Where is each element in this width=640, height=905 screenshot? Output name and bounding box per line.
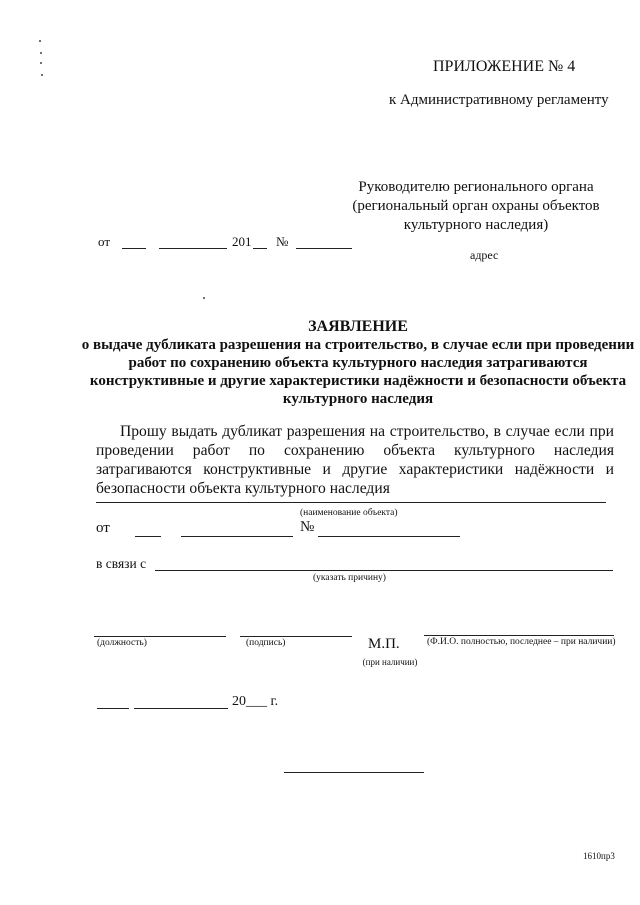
stamp-label: М.П. (368, 636, 400, 652)
position-line (94, 636, 226, 637)
scan-mark (40, 52, 42, 54)
request-text: Прошу выдать дубликат разрешения на строительство, в случае если при проведении работ по сохранению объекта культурного наследия затрагиваются конструктивные и другие характеристики надёжности и безопасности объекта культурного наследия (96, 423, 614, 497)
request-paragraph (96, 422, 614, 498)
number-blank (296, 248, 352, 249)
date-from-label: от (98, 234, 111, 249)
object-day-blank (135, 536, 161, 537)
stamp-note: (при наличии) (362, 657, 418, 667)
year-blank (253, 248, 267, 249)
bottom-date-year: 20___ г. (232, 694, 279, 709)
addressee: Руководителю регионального органа (региональный орган охраны объектов культурного наследия) (352, 179, 600, 233)
address-label: адрес (470, 248, 499, 262)
scan-mark (203, 297, 205, 299)
in-connection-label: в связи с (96, 556, 147, 571)
reason-caption: (указать причину) (313, 573, 386, 583)
reason-line (155, 570, 613, 571)
regulation-reference: к Административному регламенту (389, 92, 609, 108)
day-blank (122, 248, 146, 249)
object-month-blank (181, 536, 293, 537)
scan-mark (41, 74, 43, 76)
document-title: ЗАЯВЛЕНИЕ (308, 318, 408, 335)
document-title-block (80, 318, 636, 408)
date-number-label: № (276, 234, 289, 249)
date-year-label: 201 (232, 234, 252, 249)
object-from-label: от (96, 520, 110, 536)
fio-caption: (Ф.И.О. полностью, последнее – при наличии) (427, 637, 616, 647)
object-name-line (96, 502, 606, 503)
final-line (284, 772, 424, 773)
bottom-day-blank (97, 708, 129, 709)
signature-line (240, 636, 352, 637)
signature-caption: (подпись) (246, 638, 286, 648)
scan-mark (39, 40, 41, 42)
footer-code: 1610пр3 (583, 851, 615, 861)
month-blank (159, 248, 227, 249)
scan-mark (40, 62, 42, 64)
appendix-number: ПРИЛОЖЕНИЕ № 4 (433, 58, 576, 75)
document-subtitle: о выдаче дубликата разрешения на строительство, в случае если при проведении работ по сохранению объекта культурного наследия затрагиваются конструктивные и другие характеристики надёжности и безопасности объекта культурного наследия (81, 337, 635, 407)
position-caption: (должность) (97, 638, 147, 648)
fio-line (424, 635, 614, 636)
bottom-month-blank (134, 708, 228, 709)
object-name-caption: (наименование объекта) (300, 508, 398, 518)
object-number-blank (318, 536, 460, 537)
object-number-label: № (300, 519, 315, 535)
